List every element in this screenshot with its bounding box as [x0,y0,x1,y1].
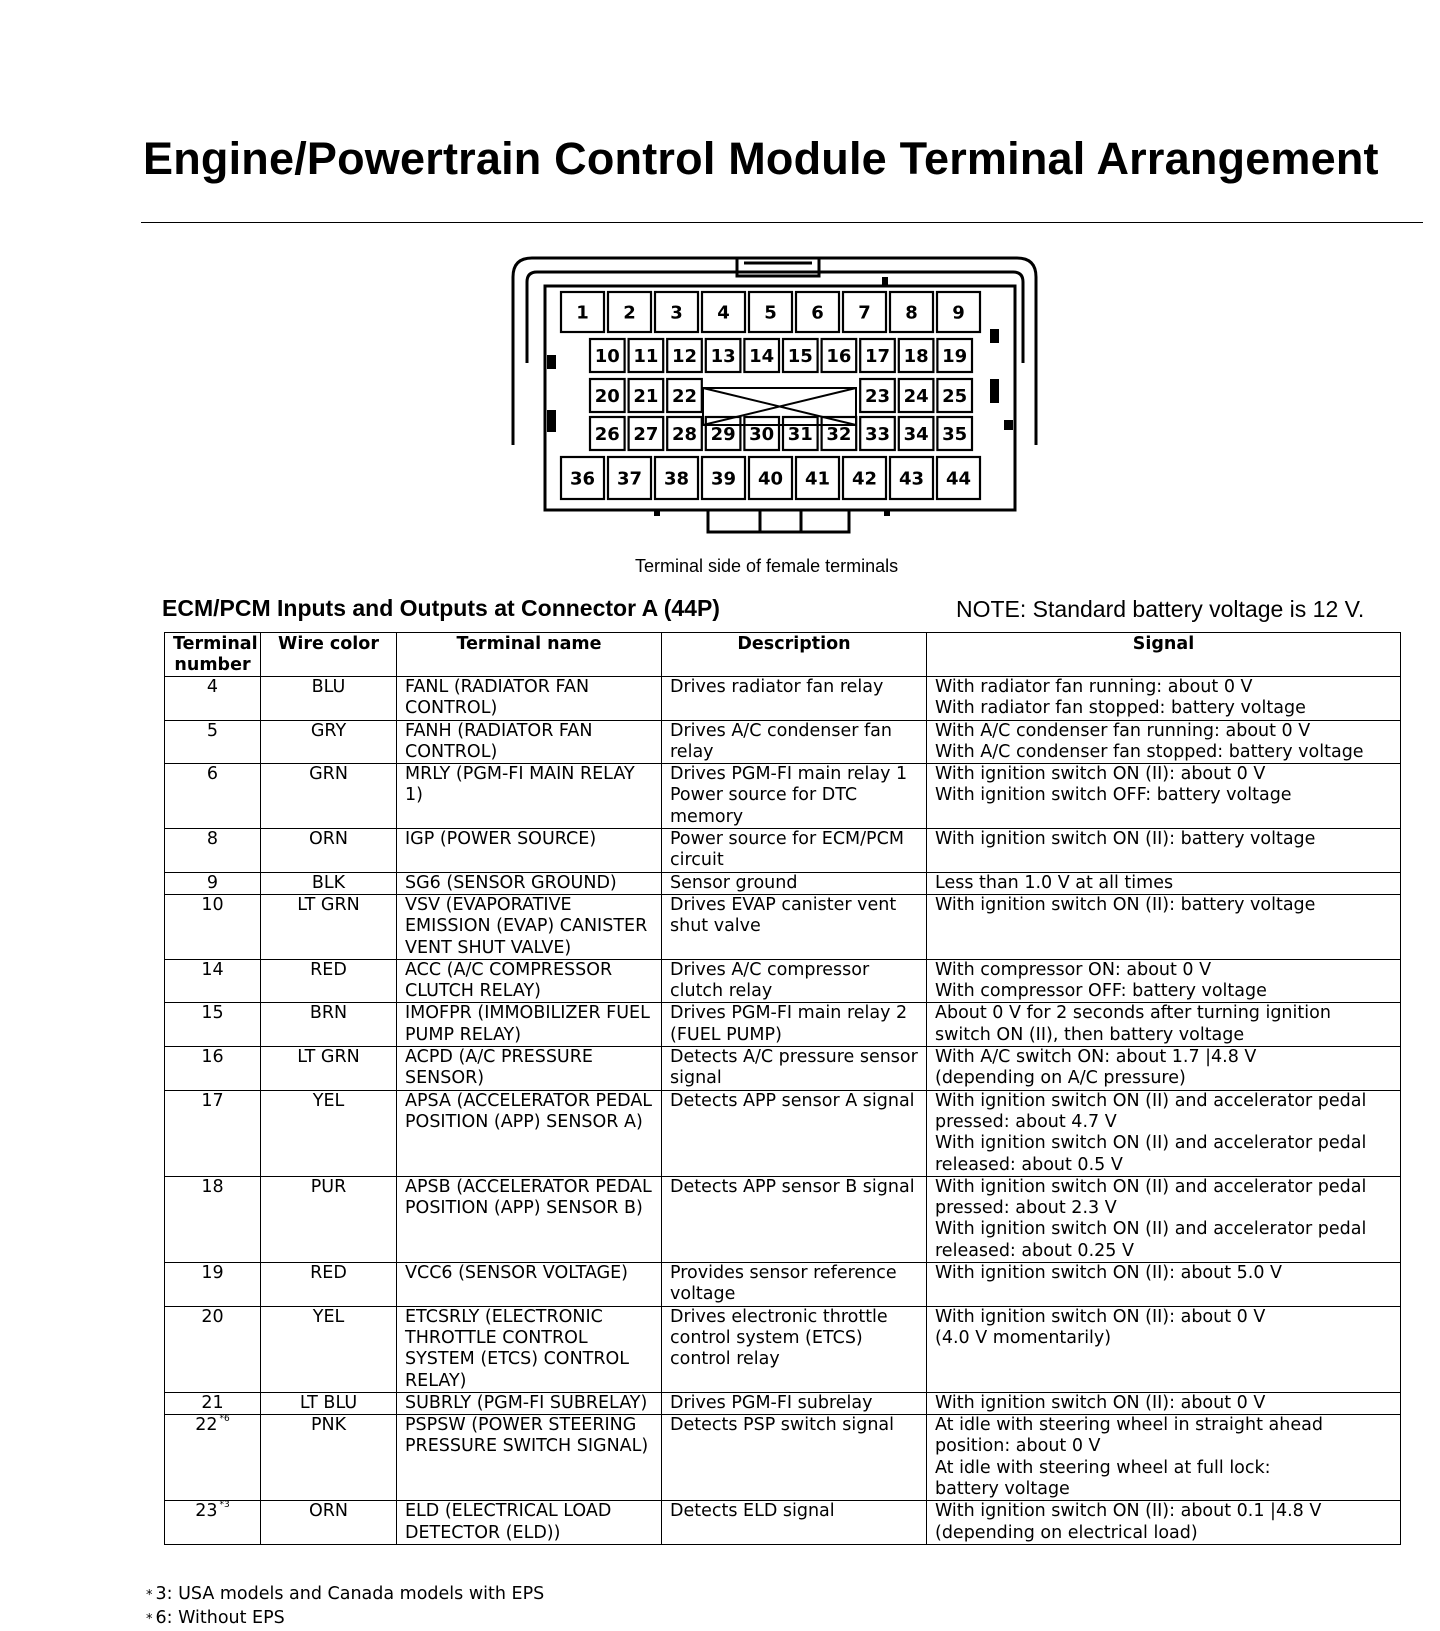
cell-description: Drives PGM-FI subrelay [662,1392,927,1414]
terminal-number-label: 38 [663,468,690,490]
cell-wire-color: YEL [261,1090,397,1176]
cell-description: Drives radiator fan relay [662,677,927,721]
cell-terminal-number: 14 [165,959,261,1003]
terminal-number-label: 4 [717,302,730,324]
cell-terminal-name: SUBRLY (PGM-FI SUBRELAY) [397,1392,662,1414]
terminal-number-label: 39 [710,468,737,490]
terminal-number-label: 40 [757,468,784,490]
terminal-number-label: 30 [749,424,775,445]
terminal-number-label: 13 [710,346,736,367]
cell-terminal-number: 8 [165,829,261,873]
terminal-number-label: 2 [623,302,636,324]
table-row [165,1003,1401,1047]
cell-wire-color: RED [261,1263,397,1307]
cell-wire-color: BLU [261,677,397,721]
footnote-marker: *3 [219,1500,230,1511]
terminal-number-label: 22 [671,386,698,407]
cell-terminal-name: ETCSRLY (ELECTRONIC THROTTLE CONTROL SYSTEM (ETCS) CONTROL RELAY) [397,1306,662,1392]
cell-signal: With ignition switch ON (II): about 0 V With ignition switch OFF: battery voltage [927,764,1401,829]
table-header-row [165,633,1401,677]
terminal-number-label: 14 [749,346,775,367]
cell-terminal-name: FANH (RADIATOR FAN CONTROL) [397,720,662,764]
cell-description: Drives A/C condenser fan relay [662,720,927,764]
cell-wire-color: BRN [261,1003,397,1047]
cell-signal: With ignition switch ON (II) and accelerator pedal pressed: about 4.7 V With ignition switch ON (II) and accelerator pedal released: about 0.5 V [927,1090,1401,1176]
footnotes [146,1583,544,1631]
terminal-number-label: 31 [787,424,813,445]
page-title: Engine/Powertrain Control Module Terminal Arrangement [143,133,1379,184]
terminal-number-label: 25 [942,386,968,407]
cell-description: Drives A/C compressor clutch relay [662,959,927,1003]
cell-wire-color: GRY [261,720,397,764]
cell-terminal-name: ACC (A/C COMPRESSOR CLUTCH RELAY) [397,959,662,1003]
table-row [165,1415,1401,1501]
cell-description: Detects APP sensor A signal [662,1090,927,1176]
cell-description: Power source for ECM/PCM circuit [662,829,927,873]
connector-diagram [510,255,1040,535]
cell-signal: With ignition switch ON (II): about 0 V [927,1392,1401,1414]
cell-signal: At idle with steering wheel in straight ahead position: about 0 V At idle with steering wheel at full lock: battery voltage [927,1415,1401,1501]
terminal-number-label: 28 [671,424,698,445]
header-description: Description [662,633,927,677]
cell-wire-color: BLK [261,872,397,894]
table-row [165,720,1401,764]
table-row [165,894,1401,959]
cell-wire-color: LT GRN [261,894,397,959]
cell-terminal-name: IGP (POWER SOURCE) [397,829,662,873]
cell-description: Drives EVAP canister vent shut valve [662,894,927,959]
table-row [165,959,1401,1003]
table-row [165,1392,1401,1414]
terminal-number-label: 27 [633,424,659,445]
cell-terminal-number: 6 [165,764,261,829]
table-row [165,1306,1401,1392]
terminal-number-label: 9 [952,302,965,324]
terminal-number-label: 33 [864,424,891,445]
cell-terminal-name: SG6 (SENSOR GROUND) [397,872,662,894]
terminal-number-label: 1 [576,302,589,324]
terminal-number-label: 12 [671,346,698,367]
terminal-number-label: 23 [864,386,891,407]
section-title: ECM/PCM Inputs and Outputs at Connector A (44P) [162,595,720,621]
terminal-number-label: 15 [787,346,813,367]
terminal-number-label: 17 [864,346,891,367]
cell-wire-color: GRN [261,764,397,829]
table-row [165,1176,1401,1262]
table-row [165,764,1401,829]
cell-terminal-number: 22 $^{*6}$ [165,1415,261,1501]
cell-terminal-name: FANL (RADIATOR FAN CONTROL) [397,677,662,721]
cell-terminal-number: 10 [165,894,261,959]
cell-description: Drives PGM-FI main relay 2 (FUEL PUMP) [662,1003,927,1047]
cell-signal: With ignition switch ON (II): about 0 V (4.0 V momentarily) [927,1306,1401,1392]
table-row [165,1501,1401,1545]
cell-description: Provides sensor reference voltage [662,1263,927,1307]
cell-signal: With ignition switch ON (II): battery voltage [927,829,1401,873]
cell-terminal-number: 4 [165,677,261,721]
cell-terminal-name: ELD (ELECTRICAL LOAD DETECTOR (ELD)) [397,1501,662,1545]
cell-description: Detects APP sensor B signal [662,1176,927,1262]
cell-description: Sensor ground [662,872,927,894]
terminal-number-label: 10 [594,346,620,367]
cell-signal: With radiator fan running: about 0 V With radiator fan stopped: battery voltage [927,677,1401,721]
terminal-number-label: 29 [710,424,736,445]
cell-signal: With compressor ON: about 0 V With compressor OFF: battery voltage [927,959,1401,1003]
cell-signal: Less than 1.0 V at all times [927,872,1401,894]
cell-signal: About 0 V for 2 seconds after turning ignition switch ON (II), then battery voltage [927,1003,1401,1047]
terminal-number-label: 21 [633,386,659,407]
table-row [165,1090,1401,1176]
cell-description: Detects ELD signal [662,1501,927,1545]
cell-wire-color: ORN [261,829,397,873]
footnote-marker: *6 [219,1414,230,1425]
terminal-number-label: 32 [826,424,852,445]
terminal-number-label: 7 [858,302,871,324]
cell-wire-color: PUR [261,1176,397,1262]
terminal-number-label: 11 [633,346,659,367]
cell-terminal-number: 5 [165,720,261,764]
cell-wire-color: ORN [261,1501,397,1545]
cell-wire-color: PNK [261,1415,397,1501]
terminal-number-label: 36 [569,468,596,490]
header-wire-color: Wire color [261,633,397,677]
terminal-number-label: 20 [594,386,620,407]
cell-signal: With ignition switch ON (II) and accelerator pedal pressed: about 2.3 V With ignition switch ON (II) and accelerator pedal released: about 0.25 V [927,1176,1401,1262]
cell-signal: With ignition switch ON (II): about 5.0 V [927,1263,1401,1307]
cell-terminal-number: 19 [165,1263,261,1307]
terminal-number-label: 16 [826,346,852,367]
cell-terminal-number: 23 $^{*3}$ [165,1501,261,1545]
terminal-io-table [164,632,1401,1545]
terminal-number-label: 3 [670,302,683,324]
cell-terminal-number: 21 [165,1392,261,1414]
header-terminal-name: Terminal name [397,633,662,677]
terminal-number-label: 43 [898,468,925,490]
cell-terminal-name: APSA (ACCELERATOR PEDAL POSITION (APP) SENSOR A) [397,1090,662,1176]
cell-terminal-number: 17 [165,1090,261,1176]
cell-signal: With ignition switch ON (II): about 0.1 |4.8 V (depending on electrical load) [927,1501,1401,1545]
connector-caption: Terminal side of female terminals [635,556,899,576]
terminal-number-label: 8 [905,302,918,324]
cell-signal: With A/C condenser fan running: about 0 V With A/C condenser fan stopped: battery voltage [927,720,1401,764]
terminal-number-label: 19 [942,346,968,367]
terminal-number-label: 26 [594,424,620,445]
footnote: * 6: Without EPS [146,1608,285,1628]
cell-terminal-name: APSB (ACCELERATOR PEDAL POSITION (APP) SENSOR B) [397,1176,662,1262]
cell-terminal-name: ACPD (A/C PRESSURE SENSOR) [397,1047,662,1091]
terminal-number-label: 37 [616,468,643,490]
table-row [165,872,1401,894]
cell-terminal-number: 16 [165,1047,261,1091]
table-row [165,1047,1401,1091]
cell-signal: With A/C switch ON: about 1.7 |4.8 V (depending on A/C pressure) [927,1047,1401,1091]
terminal-number-label: 18 [903,346,929,367]
terminal-number-label: 41 [804,468,831,490]
table-row [165,677,1401,721]
cell-wire-color: RED [261,959,397,1003]
title-divider [141,222,1423,223]
terminal-number-label: 44 [945,468,972,490]
cell-terminal-number: 20 [165,1306,261,1392]
table-row [165,829,1401,873]
battery-voltage-note: NOTE: Standard battery voltage is 12 V. [956,596,1365,622]
connector-bottom-tab [708,510,849,532]
cell-wire-color: YEL [261,1306,397,1392]
header-terminal-number: Terminal number [165,633,261,677]
cell-terminal-number: 18 [165,1176,261,1262]
cell-signal: With ignition switch ON (II): battery voltage [927,894,1401,959]
cell-description: Detects A/C pressure sensor signal [662,1047,927,1091]
terminal-number-label: 24 [903,386,929,407]
terminal-number-label: 5 [764,302,777,324]
terminal-number-label: 35 [942,424,968,445]
cell-terminal-name: IMOFPR (IMMOBILIZER FUEL PUMP RELAY) [397,1003,662,1047]
terminal-number-label: 34 [903,424,929,445]
table-row [165,1263,1401,1307]
header-signal: Signal [927,633,1401,677]
cell-description: Drives PGM-FI main relay 1 Power source for DTC memory [662,764,927,829]
cell-description: Detects PSP switch signal [662,1415,927,1501]
cell-terminal-name: VSV (EVAPORATIVE EMISSION (EVAP) CANISTER VENT SHUT VALVE) [397,894,662,959]
terminal-number-label: 42 [851,468,878,490]
cell-terminal-name: PSPSW (POWER STEERING PRESSURE SWITCH SIGNAL) [397,1415,662,1501]
cell-wire-color: LT GRN [261,1047,397,1091]
cell-terminal-number: 15 [165,1003,261,1047]
cell-terminal-number: 9 [165,872,261,894]
cell-terminal-name: MRLY (PGM-FI MAIN RELAY 1) [397,764,662,829]
cell-description: Drives electronic throttle control system (ETCS) control relay [662,1306,927,1392]
cell-terminal-name: VCC6 (SENSOR VOLTAGE) [397,1263,662,1307]
footnote: * 3: USA models and Canada models with EPS [146,1584,545,1604]
cell-wire-color: LT BLU [261,1392,397,1414]
terminal-number-label: 6 [811,302,824,324]
